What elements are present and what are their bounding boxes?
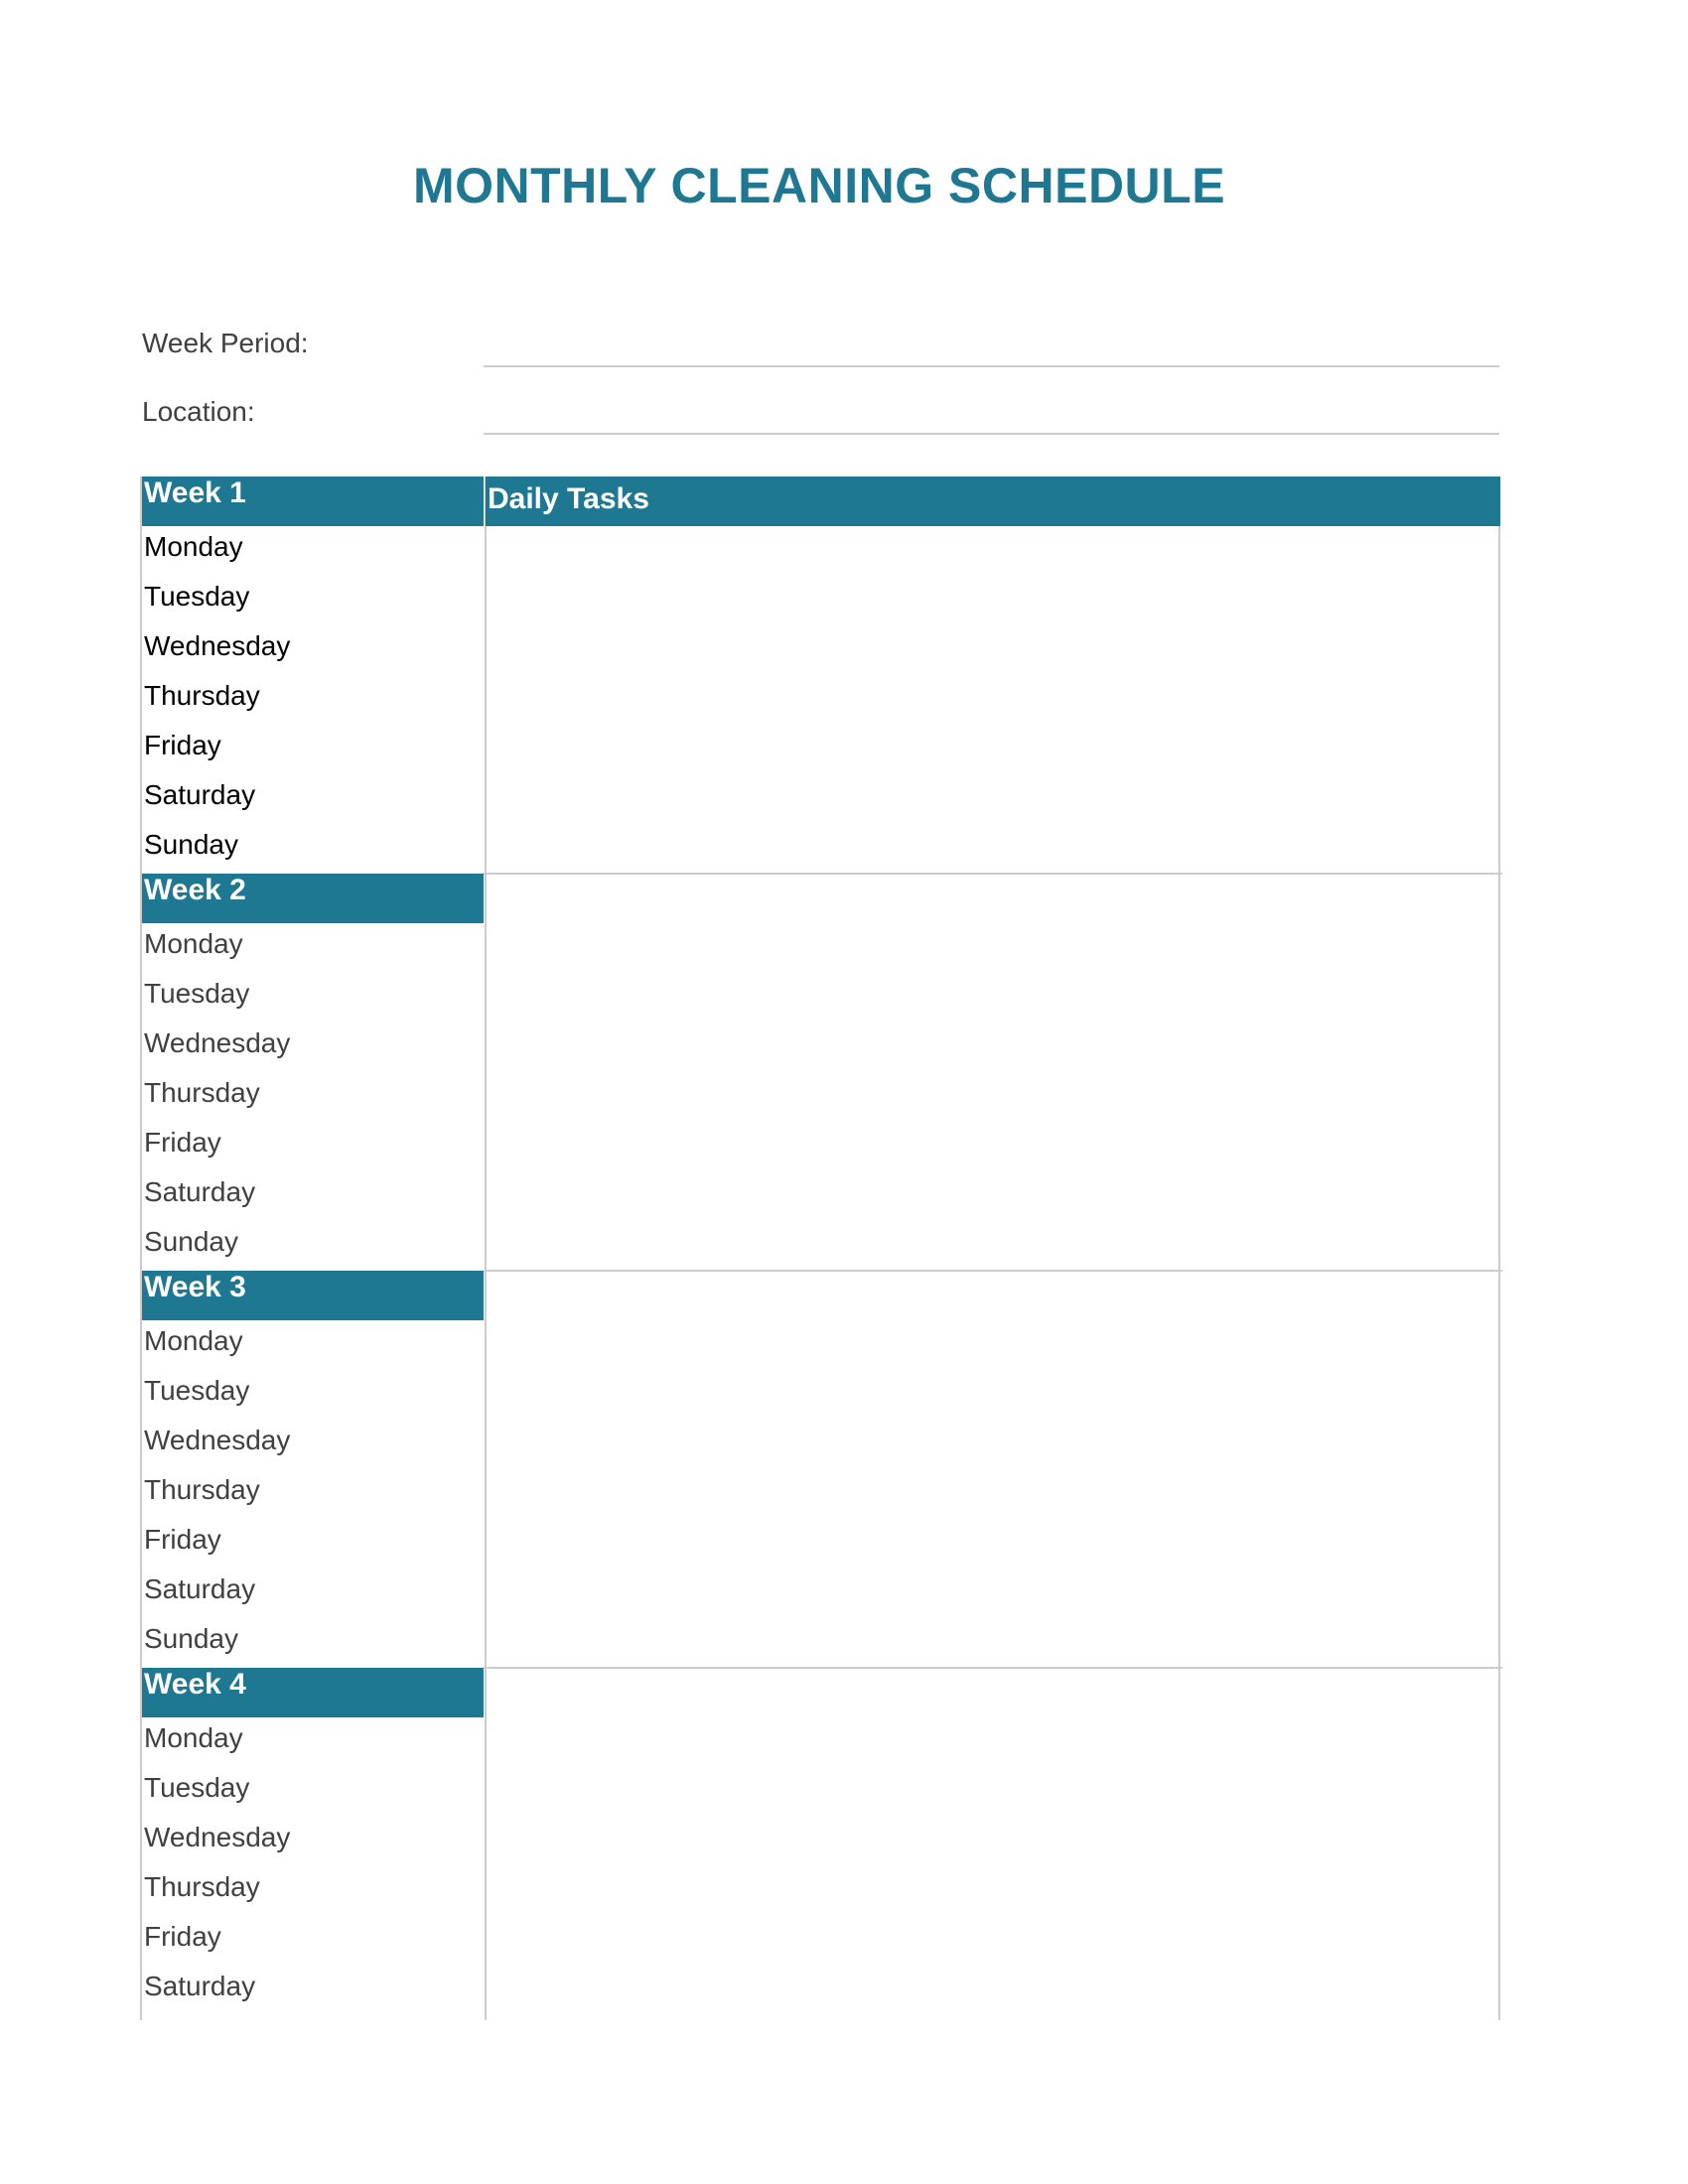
day-label: Tuesday xyxy=(144,1772,250,1803)
week-3-tasks-area[interactable] xyxy=(485,1271,1500,1668)
week-3-header: Week 3 xyxy=(142,1271,484,1320)
week-1-day-list xyxy=(144,526,290,874)
week-4-tasks-area[interactable] xyxy=(485,1668,1500,2020)
day-label: Thursday xyxy=(144,1077,260,1108)
week-3-day-list xyxy=(144,1320,290,1668)
week-2-day-list xyxy=(144,923,290,1271)
week-1-tasks-area[interactable] xyxy=(485,477,1500,874)
week-period-field[interactable] xyxy=(484,365,1499,367)
day-label: Saturday xyxy=(144,1971,256,2001)
day-label: Saturday xyxy=(144,1176,256,1207)
location-field[interactable] xyxy=(484,433,1499,435)
day-label: Wednesday xyxy=(144,1027,291,1058)
day-label: Saturday xyxy=(144,779,256,810)
week-2-tasks-area[interactable] xyxy=(485,874,1500,1271)
day-label: Thursday xyxy=(144,1871,260,1902)
day-label: Monday xyxy=(144,1325,243,1356)
day-label: Friday xyxy=(144,1921,221,1952)
daily-tasks-header: Daily Tasks xyxy=(486,477,1500,526)
day-label: Monday xyxy=(144,928,243,959)
week-4-header: Week 4 xyxy=(142,1668,484,1717)
day-label: Wednesday xyxy=(144,630,291,661)
location-label: Location: xyxy=(142,396,255,427)
day-label: Monday xyxy=(144,1722,243,1753)
week-1-block xyxy=(142,477,1502,874)
day-label: Sunday xyxy=(144,829,238,860)
day-label: Friday xyxy=(144,1127,221,1158)
day-label: Monday xyxy=(144,531,243,562)
day-label: Tuesday xyxy=(144,1375,250,1406)
day-label: Friday xyxy=(144,730,221,760)
day-label: Friday xyxy=(144,1524,221,1555)
day-label: Saturday xyxy=(144,1573,256,1604)
day-label: Tuesday xyxy=(144,581,250,612)
day-label: Thursday xyxy=(144,680,260,711)
day-label: Tuesday xyxy=(144,978,250,1009)
page-title: MONTHLY CLEANING SCHEDULE xyxy=(412,158,1226,213)
week-3-block xyxy=(142,1271,1502,1668)
week-2-block xyxy=(142,874,1502,1271)
schedule-table xyxy=(140,477,1502,2020)
day-label: Thursday xyxy=(144,1474,260,1505)
week-4-day-list xyxy=(144,1717,290,2015)
day-label: Sunday xyxy=(144,1226,238,1257)
week-1-header: Week 1 xyxy=(142,477,484,526)
day-label: Sunday xyxy=(144,1623,238,1654)
week-2-header: Week 2 xyxy=(142,874,484,923)
day-label: Wednesday xyxy=(144,1425,291,1455)
week-period-label: Week Period: xyxy=(142,328,309,358)
week-4-block xyxy=(142,1668,1502,2020)
day-label: Wednesday xyxy=(144,1822,291,1852)
